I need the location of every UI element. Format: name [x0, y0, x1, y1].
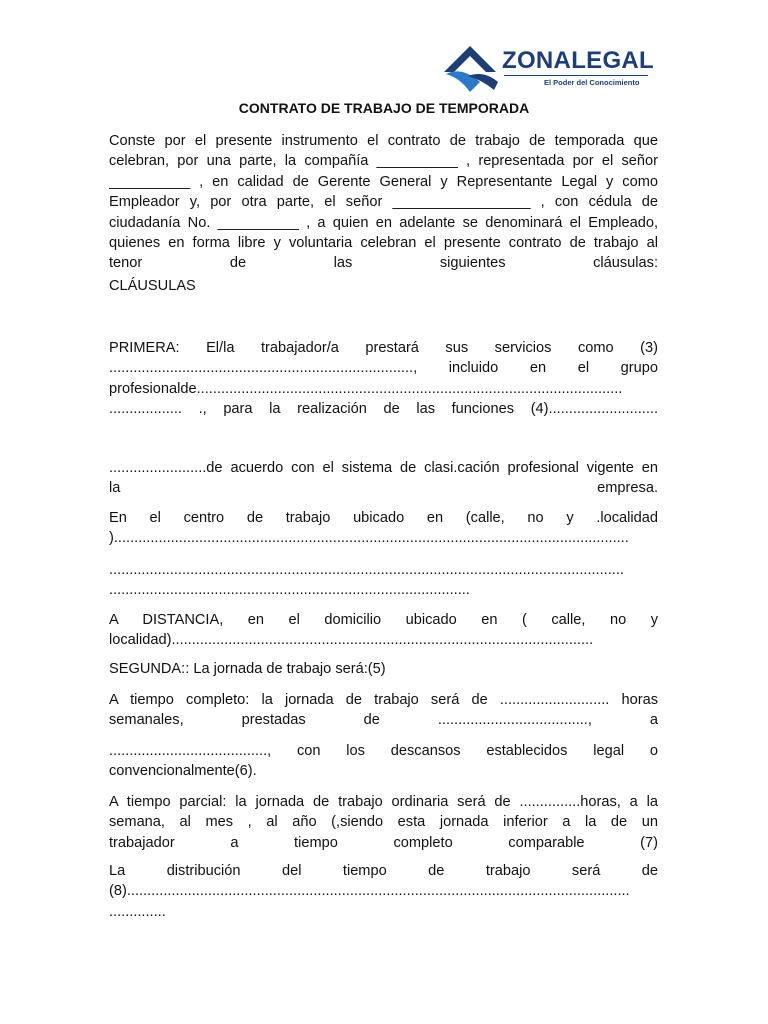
text-line: Conste por el presente instrumento el contrato de trabajo de temporada que: [109, 133, 658, 149]
clause-primera: [109, 338, 658, 420]
text-line: ......................................., con los descansos establecidos legal o: [109, 743, 658, 759]
clausulas-heading: CLÁUSULAS: [109, 278, 196, 294]
text-line: semana, al mes , al año (,siendo esta jornada inferior a la de un: [109, 814, 658, 831]
distribucion-paragraph: [109, 861, 658, 922]
text-line: .........................................................................................: [109, 582, 470, 599]
brand-tagline: El Poder del Conocimiento: [544, 78, 640, 87]
text-line: )...............................................................................................................................: [109, 530, 629, 547]
text-line: celebran, por una parte, la compañía __________ , representada por el señor: [109, 153, 658, 170]
descansos-paragraph: [109, 741, 658, 782]
distancia-paragraph: [109, 610, 658, 651]
clause-segunda: SEGUNDA:: La jornada de trabajo será:(5): [109, 661, 386, 677]
intro-paragraph: [109, 131, 658, 274]
text-line: quienes en forma libre y voluntaria celebran el presente contrato de trabajo al: [109, 234, 658, 251]
text-line: profesionalde.........................................................................................................: [109, 380, 623, 397]
clasificacion-paragraph: [109, 458, 658, 499]
text-line: la empresa.: [109, 480, 658, 497]
text-line: ...............................................................................................................................: [109, 561, 624, 578]
brand-underline: [504, 75, 648, 76]
text-line: .................. ., para la realización de las funciones (4)...........................: [109, 401, 658, 418]
brand-name: ZONALEGAL: [502, 47, 655, 74]
text-line: ..........................................................................., incluido en el grupo: [109, 360, 658, 377]
text-line: A tiempo completo: la jornada de trabajo será de ........................... horas: [109, 692, 658, 708]
centro-trabajo-paragraph: [109, 508, 658, 601]
text-line: ........................de acuerdo con el sistema de clasi.cación profesional vigente en: [109, 460, 658, 476]
text-line: localidad)........................................................................................................: [109, 632, 594, 649]
text-line: La distribución del tiempo de trabajo será de: [109, 863, 658, 879]
text-line: A DISTANCIA, en el domicilio ubicado en ( calle, no y: [109, 612, 658, 628]
text-line: trabajador a tiempo completo comparable (7): [109, 834, 658, 851]
logo-mark-icon: [440, 42, 500, 94]
text-line: semanales, prestadas de ....................................., a: [109, 712, 658, 729]
document-title: CONTRATO DE TRABAJO DE TEMPORADA: [238, 100, 530, 116]
tiempo-completo-paragraph: [109, 690, 658, 731]
text-line: Empleador y, por otra parte, el señor _________________ , con cédula de: [109, 194, 658, 211]
text-line: PRIMERA: El/la trabajador/a prestará sus servicios como (3): [109, 340, 658, 356]
text-line: A tiempo parcial: la jornada de trabajo ordinaria será de ...............horas, a la: [109, 794, 658, 810]
text-line: tenor de las siguientes cláusulas:: [109, 255, 658, 272]
text-line: En el centro de trabajo ubicado en (calle, no y .localidad: [109, 510, 658, 526]
text-line: ciudadanía No. __________ , a quien en adelante se denominará el Empleado,: [109, 214, 658, 231]
text-line: convencionalmente(6).: [109, 763, 257, 780]
text-line: ..............: [109, 903, 166, 920]
tiempo-parcial-paragraph: [109, 792, 658, 853]
text-line: __________ , en calidad de Gerente General y Representante Legal y como: [109, 173, 658, 190]
text-line: (8)............................................................................................................................: [109, 883, 630, 900]
zonalegal-logo: [440, 42, 656, 94]
